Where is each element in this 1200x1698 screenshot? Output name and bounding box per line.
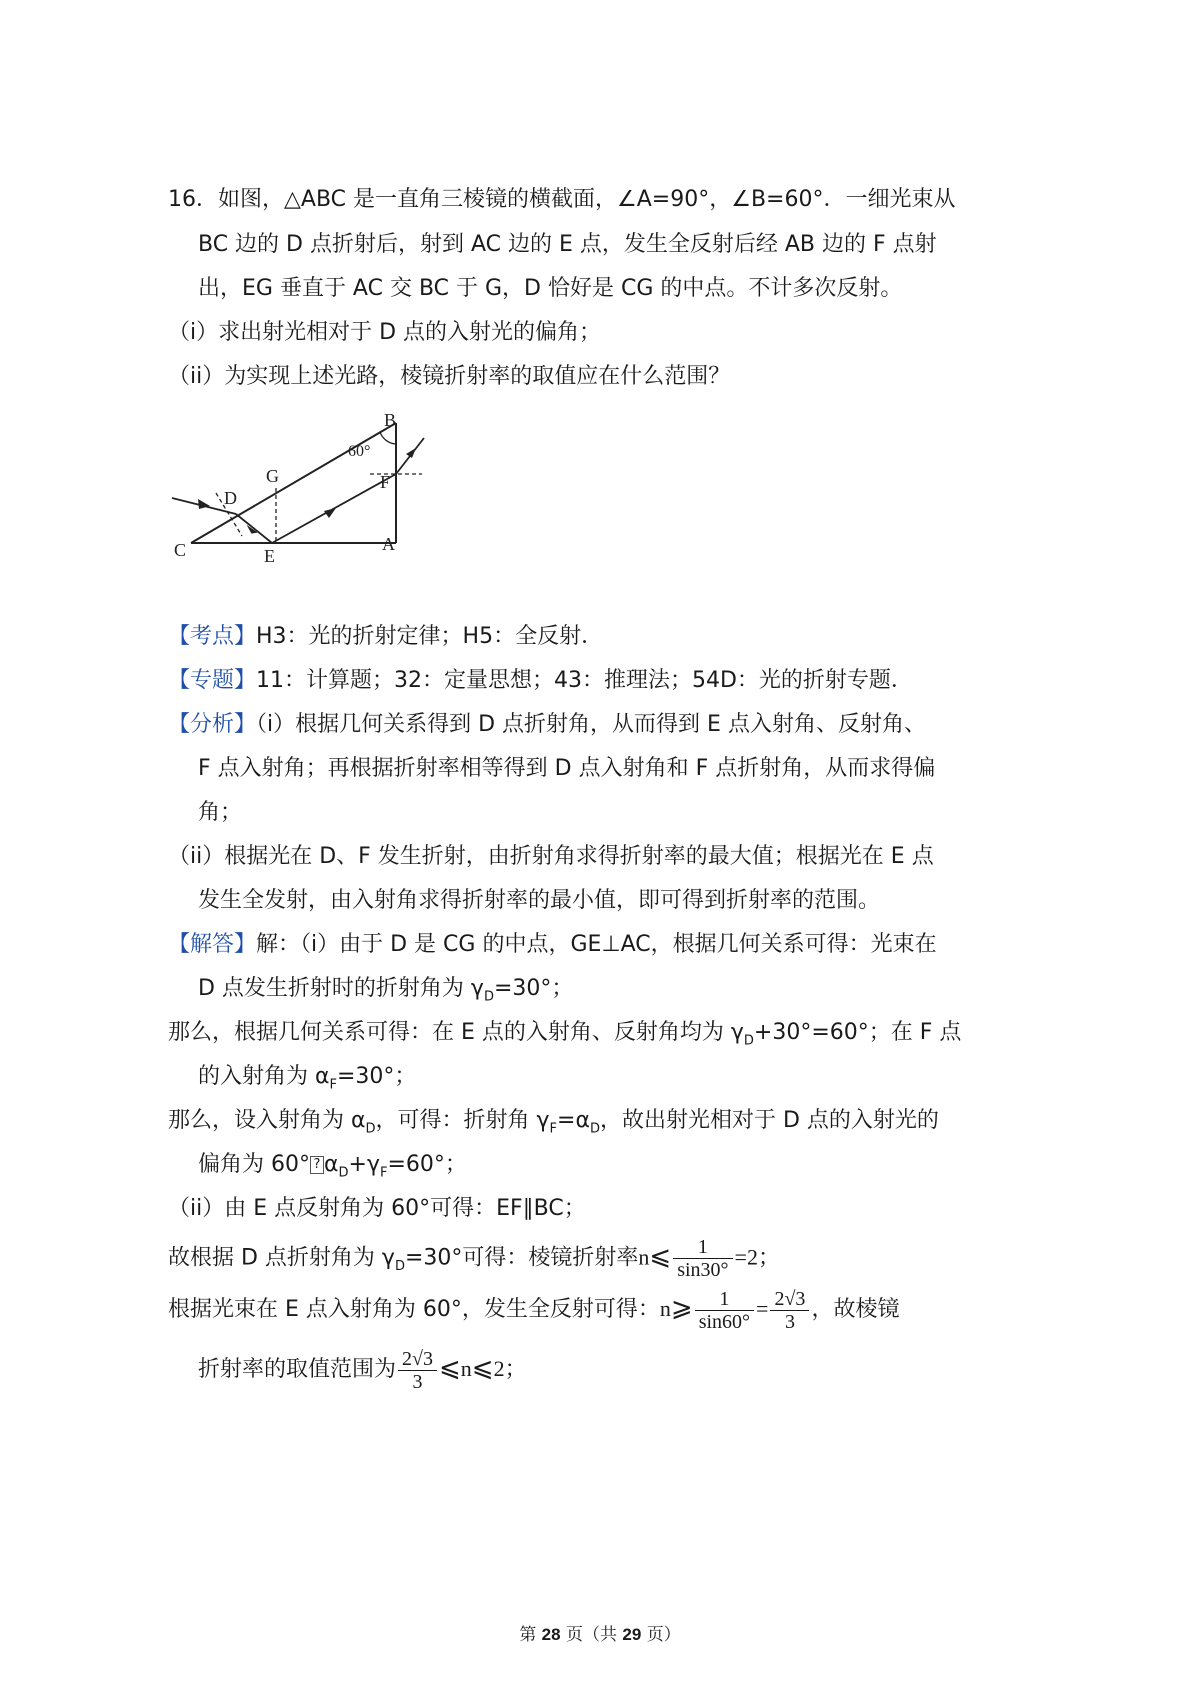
jieda-line-9 xyxy=(168,1286,899,1333)
fraction-denominator: sin60° xyxy=(695,1310,754,1333)
fenxi-line-4: （ii）根据光在 D、F 发生折射，由折射角求得折射率的最大值；根据光在 E 点 xyxy=(168,844,934,869)
fenxi-line-5: 发生全发射，由入射角求得折射率的最小值，即可得到折射率的范围。 xyxy=(198,888,881,913)
total-pages: 29 xyxy=(622,1625,642,1644)
label-b: B xyxy=(384,410,397,430)
jieda-text-8c: =2； xyxy=(734,1244,780,1270)
sub-d: D xyxy=(743,1033,754,1049)
jieda-text-3b: +30°=60°；在 F 点 xyxy=(753,1020,962,1045)
le-symbol: ⩽ xyxy=(649,1241,672,1271)
label-a: A xyxy=(382,534,395,554)
question-2: （ii）为实现上述光路，棱镜折射率的取值应在什么范围？ xyxy=(168,364,731,389)
jieda-text-9a: 根据光束在 E 点入射角为 60°，发生全反射可得： xyxy=(168,1297,660,1322)
jieda-text-5c: =α xyxy=(557,1108,590,1133)
label-e: E xyxy=(264,546,275,566)
math-n: n xyxy=(659,1296,671,1321)
le-symbol: ⩽ xyxy=(471,1353,494,1382)
sub-f: F xyxy=(379,1165,388,1181)
fenxi-line-1 xyxy=(168,710,926,740)
label-angle-60: 60° xyxy=(348,443,371,460)
equals-sign: = xyxy=(756,1296,769,1321)
sub-d: D xyxy=(338,1165,349,1181)
fraction-1-sin60 xyxy=(695,1288,754,1333)
fraction-numerator: 1 xyxy=(719,1287,730,1310)
fraction-numerator: 1 xyxy=(697,1236,708,1258)
fraction-1-sin30 xyxy=(673,1236,732,1281)
fraction-2sqrt3-3 xyxy=(398,1348,437,1393)
question-1: （i）求出射光相对于 D 点的入射光的偏角； xyxy=(168,320,602,345)
zhuanti-text: 11：计算题；32：定量思想；43：推理法；54D：光的折射专题． xyxy=(256,668,913,693)
arrow-exit xyxy=(406,448,416,458)
jieda-text-5d: ，故出射光相对于 D 点的入射光的 xyxy=(599,1108,939,1133)
problem-line-2: BC 边的 D 点折射后，射到 AC 边的 E 点，发生全反射后经 AB 边的 F 点射 xyxy=(198,232,937,257)
jieda-text-6a: 偏角为 60° xyxy=(198,1152,310,1177)
jieda-text-4b: =30°； xyxy=(336,1064,417,1089)
sub-f: F xyxy=(329,1077,337,1093)
jieda-line-8 xyxy=(168,1236,780,1287)
jieda-text-10a: 折射率的取值范围为 xyxy=(198,1357,397,1382)
jieda-text-2b: =30°； xyxy=(493,976,574,1001)
jieda-text-3a: 那么，根据几何关系可得：在 E 点的入射角、反射角均为 γ xyxy=(168,1020,744,1045)
jieda-line-7: （ii）由 E 点反射角为 60°可得：EF∥BC； xyxy=(168,1196,586,1221)
kaodian-tag: 【考点】 xyxy=(168,624,257,649)
jieda-line-3 xyxy=(168,1018,961,1056)
le-symbol: ⩽ xyxy=(439,1353,461,1382)
footer-mid: 页（共 xyxy=(560,1625,623,1645)
fraction-2sqrt3-3 xyxy=(770,1288,809,1333)
footer-pre: 第 xyxy=(519,1625,542,1645)
angle-arc-b xyxy=(380,432,396,444)
zhuanti-tag: 【专题】 xyxy=(168,668,257,693)
fraction-denominator: 3 xyxy=(398,1370,437,1393)
label-f: F xyxy=(380,472,391,492)
sub-d: D xyxy=(589,1121,600,1137)
fenxi-line-3: 角； xyxy=(198,800,243,825)
jieda-text-6c: +γ xyxy=(348,1152,380,1177)
sub-d: D xyxy=(483,989,494,1005)
ge-symbol: ⩾ xyxy=(670,1293,693,1322)
jieda-text-2a: D 点发生折射时的折射角为 γ xyxy=(198,976,484,1001)
jieda-text-8a: 故根据 D 点折射角为 γ xyxy=(168,1245,395,1271)
jieda-line-10 xyxy=(198,1346,527,1393)
fenxi-text-1: （i）根据几何关系得到 D 点折射角，从而得到 E 点入射角、反射角、 xyxy=(256,712,926,737)
jieda-line-2 xyxy=(198,974,573,1012)
jieda-line-6 xyxy=(198,1150,467,1188)
fraction-numerator: 2√3 xyxy=(774,1287,806,1310)
label-c: C xyxy=(174,540,187,560)
fenxi-tag: 【分析】 xyxy=(168,712,257,737)
label-g: G xyxy=(266,466,279,486)
ray-de xyxy=(236,514,272,543)
math-n: n xyxy=(460,1356,472,1381)
label-d: D xyxy=(224,488,237,508)
jieda-text-10b: 2； xyxy=(493,1356,527,1381)
fraction-numerator: 2√3 xyxy=(402,1347,433,1370)
jieda-text-6b: α xyxy=(324,1152,339,1177)
side-cb xyxy=(191,423,396,543)
jieda-text-9b: ，故棱镜 xyxy=(811,1297,900,1322)
footer-post: 页） xyxy=(641,1625,681,1645)
glyph-box: ? xyxy=(310,1156,324,1174)
jieda-line-4 xyxy=(198,1062,416,1100)
prism-diagram xyxy=(174,410,446,588)
jieda-text-6d: =60°； xyxy=(387,1152,467,1177)
jieda-text-5a: 那么，设入射角为 α xyxy=(168,1108,366,1133)
sub-d: D xyxy=(394,1258,405,1274)
arrow-ef xyxy=(324,508,336,518)
page-footer xyxy=(0,1620,1200,1645)
sub-d: D xyxy=(365,1121,376,1137)
jieda-text-4a: 的入射角为 α xyxy=(198,1064,330,1089)
kaodian-text: H3：光的折射定律；H5：全反射． xyxy=(256,624,604,649)
jieda-line-5 xyxy=(168,1106,939,1144)
sub-f: F xyxy=(549,1121,558,1137)
problem-line-1: 16．如图，△ABC 是一直角三棱镜的横截面，∠A=90°，∠B=60°．一细光束从 xyxy=(168,187,956,212)
jieda-text-1: 解：（i）由于 D 是 CG 的中点，GE⊥AC，根据几何关系可得：光束在 xyxy=(256,932,937,957)
jieda-line-1 xyxy=(168,930,937,960)
fraction-denominator: 3 xyxy=(770,1310,809,1333)
jieda-text-8b: =30°可得：棱镜折射率 xyxy=(404,1245,639,1271)
fenxi-line-2: F 点入射角；再根据折射率相等得到 D 点入射角和 F 点折射角，从而求得偏 xyxy=(198,756,936,781)
page-number: 28 xyxy=(541,1625,561,1644)
math-n: n xyxy=(638,1244,650,1270)
jieda-text-5b: ，可得：折射角 γ xyxy=(375,1108,550,1133)
jieda-tag: 【解答】 xyxy=(168,932,257,957)
kaodian-line xyxy=(168,622,603,652)
problem-line-3: 出，EG 垂直于 AC 交 BC 于 G，D 恰好是 CG 的中点。不计多次反射。 xyxy=(198,276,903,301)
zhuanti-line xyxy=(168,666,913,696)
fraction-denominator: sin30° xyxy=(673,1258,732,1281)
